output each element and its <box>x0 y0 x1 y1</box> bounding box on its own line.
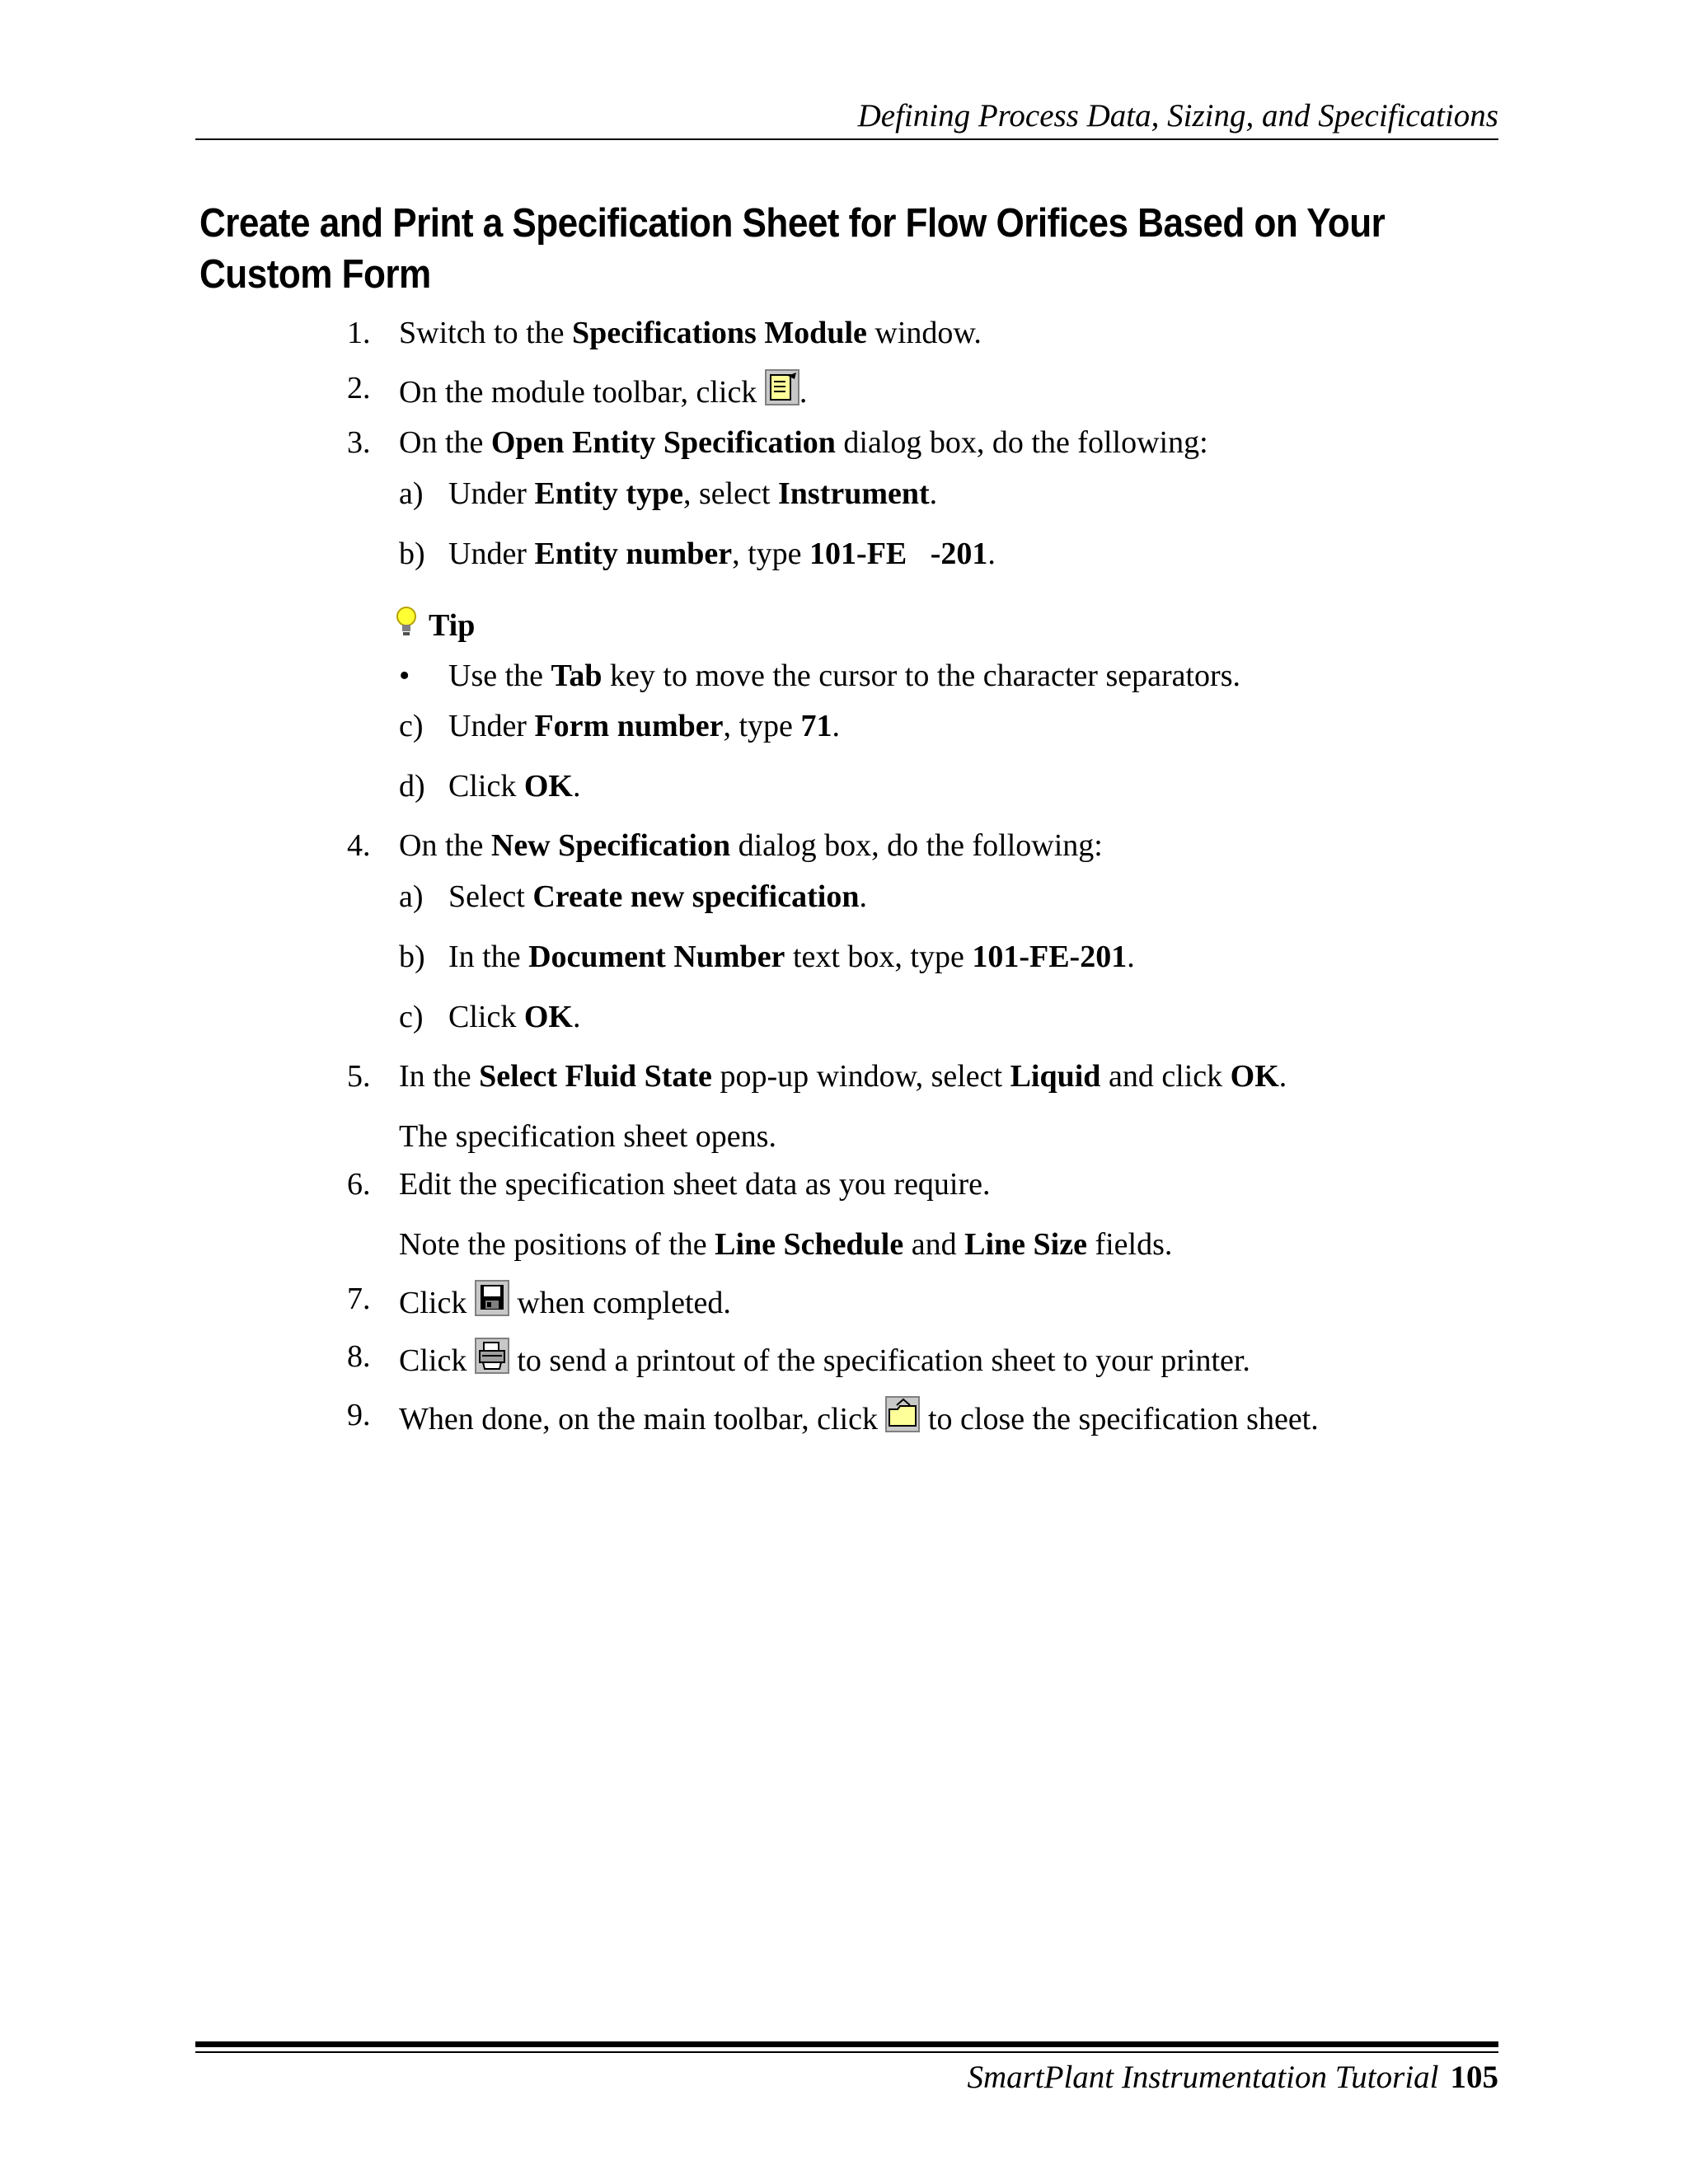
bullet: • <box>399 658 410 693</box>
step-text: In the Select Fluid State pop-up window, select Liquid and click OK. <box>399 1059 1287 1094</box>
substep-text: Under Entity type, select Instrument. <box>448 476 938 511</box>
substep-text: Under Form number, type 71. <box>448 709 840 743</box>
substep-text: Select Create new specification. <box>448 879 867 914</box>
step-text: Edit the specification sheet data as you require. <box>399 1167 991 1202</box>
substep-label: b) <box>399 940 425 974</box>
page-number: 105 <box>1450 2060 1498 2095</box>
note-text: The specification sheet opens. <box>399 1119 776 1154</box>
step-number: 7. <box>347 1282 371 1316</box>
step-text: Switch to the Specifications Module window. <box>399 316 982 350</box>
substep-label: b) <box>399 537 425 571</box>
substep-text: Click OK. <box>448 1000 581 1034</box>
running-header: Defining Process Data, Sizing, and Specifications <box>857 98 1498 134</box>
substep-text: Click OK. <box>448 769 581 804</box>
substep-label: c) <box>399 709 424 743</box>
close-specification-icon <box>885 1396 920 1432</box>
step-text: When done, on the main toolbar, click to close the specification sheet. <box>399 1396 1319 1438</box>
save-icon <box>475 1280 509 1316</box>
substep-label: c) <box>399 1000 424 1034</box>
header-rule <box>195 138 1498 140</box>
footer-rule-thin <box>195 2051 1498 2053</box>
step-number: 1. <box>347 316 371 350</box>
specification-icon <box>765 369 799 405</box>
step-number: 6. <box>347 1167 371 1202</box>
section-title: Create and Print a Specification Sheet for Flow Orifices Based on Your Custom Form <box>199 201 1386 297</box>
step-number: 4. <box>347 828 371 863</box>
substep-label: a) <box>399 879 424 914</box>
step-text: On the module toolbar, click . <box>399 369 807 411</box>
page-footer <box>0 2059 1498 2096</box>
footer-rule-thick <box>195 2041 1498 2047</box>
step-text: On the New Specification dialog box, do the following: <box>399 828 1103 863</box>
lightbulb-icon <box>394 605 419 649</box>
substep-label: d) <box>399 769 425 804</box>
step-number: 3. <box>347 425 371 460</box>
step-number: 8. <box>347 1339 371 1374</box>
step-number: 9. <box>347 1398 371 1432</box>
step-number: 2. <box>347 371 371 405</box>
substep-label: a) <box>399 476 424 511</box>
step-number: 5. <box>347 1059 371 1094</box>
footer-doc-title: SmartPlant Instrumentation Tutorial <box>967 2060 1439 2095</box>
tip-label: Tip <box>429 608 476 643</box>
tip-text: Use the Tab key to move the cursor to the character separators. <box>448 658 1240 693</box>
substep-text: In the Document Number text box, type 101-FE-201. <box>448 940 1135 974</box>
note-text: Note the positions of the Line Schedule and Line Size fields. <box>399 1227 1173 1262</box>
step-text: Click to send a printout of the specification sheet to your printer. <box>399 1338 1250 1380</box>
step-text: Click when completed. <box>399 1280 731 1322</box>
print-icon <box>475 1338 509 1374</box>
substep-text: Under Entity number, type 101-FE -201. <box>448 537 996 571</box>
step-text: On the Open Entity Specification dialog box, do the following: <box>399 425 1208 460</box>
